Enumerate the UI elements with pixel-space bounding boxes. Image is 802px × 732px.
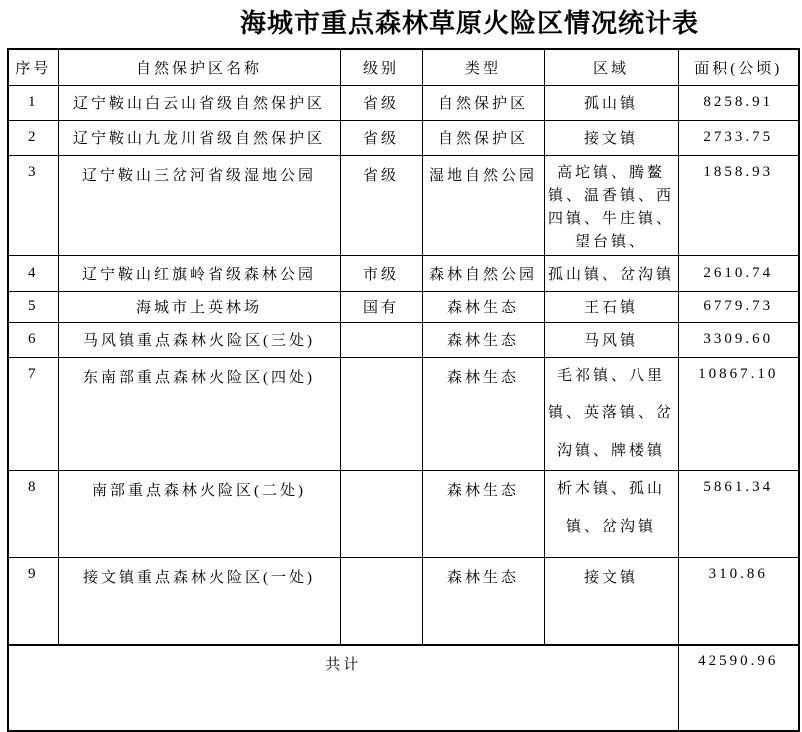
total-area: 42590.96 xyxy=(678,645,799,731)
cell-no: 7 xyxy=(8,357,58,471)
cell-level xyxy=(340,471,422,558)
cell-region: 高坨镇、腾鳌镇、温香镇、西四镇、牛庄镇、望台镇、 xyxy=(544,155,678,255)
cell-level xyxy=(340,558,422,645)
table-row xyxy=(8,471,799,558)
cell-area: 8258.91 xyxy=(678,85,799,120)
cell-name: 南部重点森林火险区(二处) xyxy=(58,471,340,558)
cell-no: 2 xyxy=(8,120,58,155)
table-total-row xyxy=(8,645,799,731)
col-header-region: 区域 xyxy=(544,49,678,85)
cell-no: 9 xyxy=(8,558,58,645)
total-label: 共计 xyxy=(8,645,678,731)
cell-region: 毛祁镇、八里镇、英落镇、岔沟镇、牌楼镇 xyxy=(544,357,678,471)
cell-name: 辽宁鞍山红旗岭省级森林公园 xyxy=(58,255,340,291)
col-header-name: 自然保护区名称 xyxy=(58,49,340,85)
cell-level xyxy=(340,322,422,357)
cell-level: 省级 xyxy=(340,120,422,155)
cell-region: 接文镇 xyxy=(544,120,678,155)
cell-area: 3309.60 xyxy=(678,322,799,357)
cell-region: 孤山镇、岔沟镇 xyxy=(544,255,678,291)
cell-level: 市级 xyxy=(340,255,422,291)
table-row xyxy=(8,120,799,155)
cell-no: 5 xyxy=(8,291,58,322)
cell-area: 10867.10 xyxy=(678,357,799,471)
page-title: 海城市重点森林草原火险区情况统计表 xyxy=(239,8,699,38)
cell-type: 森林生态 xyxy=(422,322,544,357)
cell-no: 8 xyxy=(8,471,58,558)
cell-type: 自然保护区 xyxy=(422,85,544,120)
cell-name: 东南部重点森林火险区(四处) xyxy=(58,357,340,471)
cell-area: 310.86 xyxy=(678,558,799,645)
cell-region: 析木镇、孤山镇、岔沟镇 xyxy=(544,471,678,558)
cell-no: 3 xyxy=(8,155,58,255)
cell-region: 王石镇 xyxy=(544,291,678,322)
table-row xyxy=(8,558,799,645)
table-row xyxy=(8,85,799,120)
cell-region: 孤山镇 xyxy=(544,85,678,120)
cell-level: 省级 xyxy=(340,155,422,255)
col-header-level: 级别 xyxy=(340,49,422,85)
table-row xyxy=(8,291,799,322)
cell-level: 国有 xyxy=(340,291,422,322)
cell-type: 森林自然公园 xyxy=(422,255,544,291)
cell-type: 森林生态 xyxy=(422,357,544,471)
table-row xyxy=(8,155,799,255)
cell-type: 湿地自然公园 xyxy=(422,155,544,255)
col-header-type: 类型 xyxy=(422,49,544,85)
col-header-area: 面积(公顷) xyxy=(678,49,799,85)
cell-no: 6 xyxy=(8,322,58,357)
cell-no: 4 xyxy=(8,255,58,291)
cell-area: 1858.93 xyxy=(678,155,799,255)
col-header-no: 序号 xyxy=(8,49,58,85)
cell-area: 5861.34 xyxy=(678,471,799,558)
cell-name: 辽宁鞍山九龙川省级自然保护区 xyxy=(58,120,340,155)
cell-region: 马风镇 xyxy=(544,322,678,357)
table-header-row xyxy=(8,49,799,85)
table-row xyxy=(8,322,799,357)
cell-no: 1 xyxy=(8,85,58,120)
cell-area: 2610.74 xyxy=(678,255,799,291)
table-row xyxy=(8,255,799,291)
cell-area: 6779.73 xyxy=(678,291,799,322)
cell-type: 自然保护区 xyxy=(422,120,544,155)
cell-area: 2733.75 xyxy=(678,120,799,155)
cell-name: 海城市上英林场 xyxy=(58,291,340,322)
cell-type: 森林生态 xyxy=(422,471,544,558)
cell-name: 接文镇重点森林火险区(一处) xyxy=(58,558,340,645)
cell-level xyxy=(340,357,422,471)
fire-risk-statistics-table xyxy=(7,48,800,732)
cell-type: 森林生态 xyxy=(422,291,544,322)
cell-name: 辽宁鞍山白云山省级自然保护区 xyxy=(58,85,340,120)
cell-name: 马风镇重点森林火险区(三处) xyxy=(58,322,340,357)
cell-type: 森林生态 xyxy=(422,558,544,645)
table-row xyxy=(8,357,799,471)
cell-level: 省级 xyxy=(340,85,422,120)
cell-region: 接文镇 xyxy=(544,558,678,645)
cell-name: 辽宁鞍山三岔河省级湿地公园 xyxy=(58,155,340,255)
